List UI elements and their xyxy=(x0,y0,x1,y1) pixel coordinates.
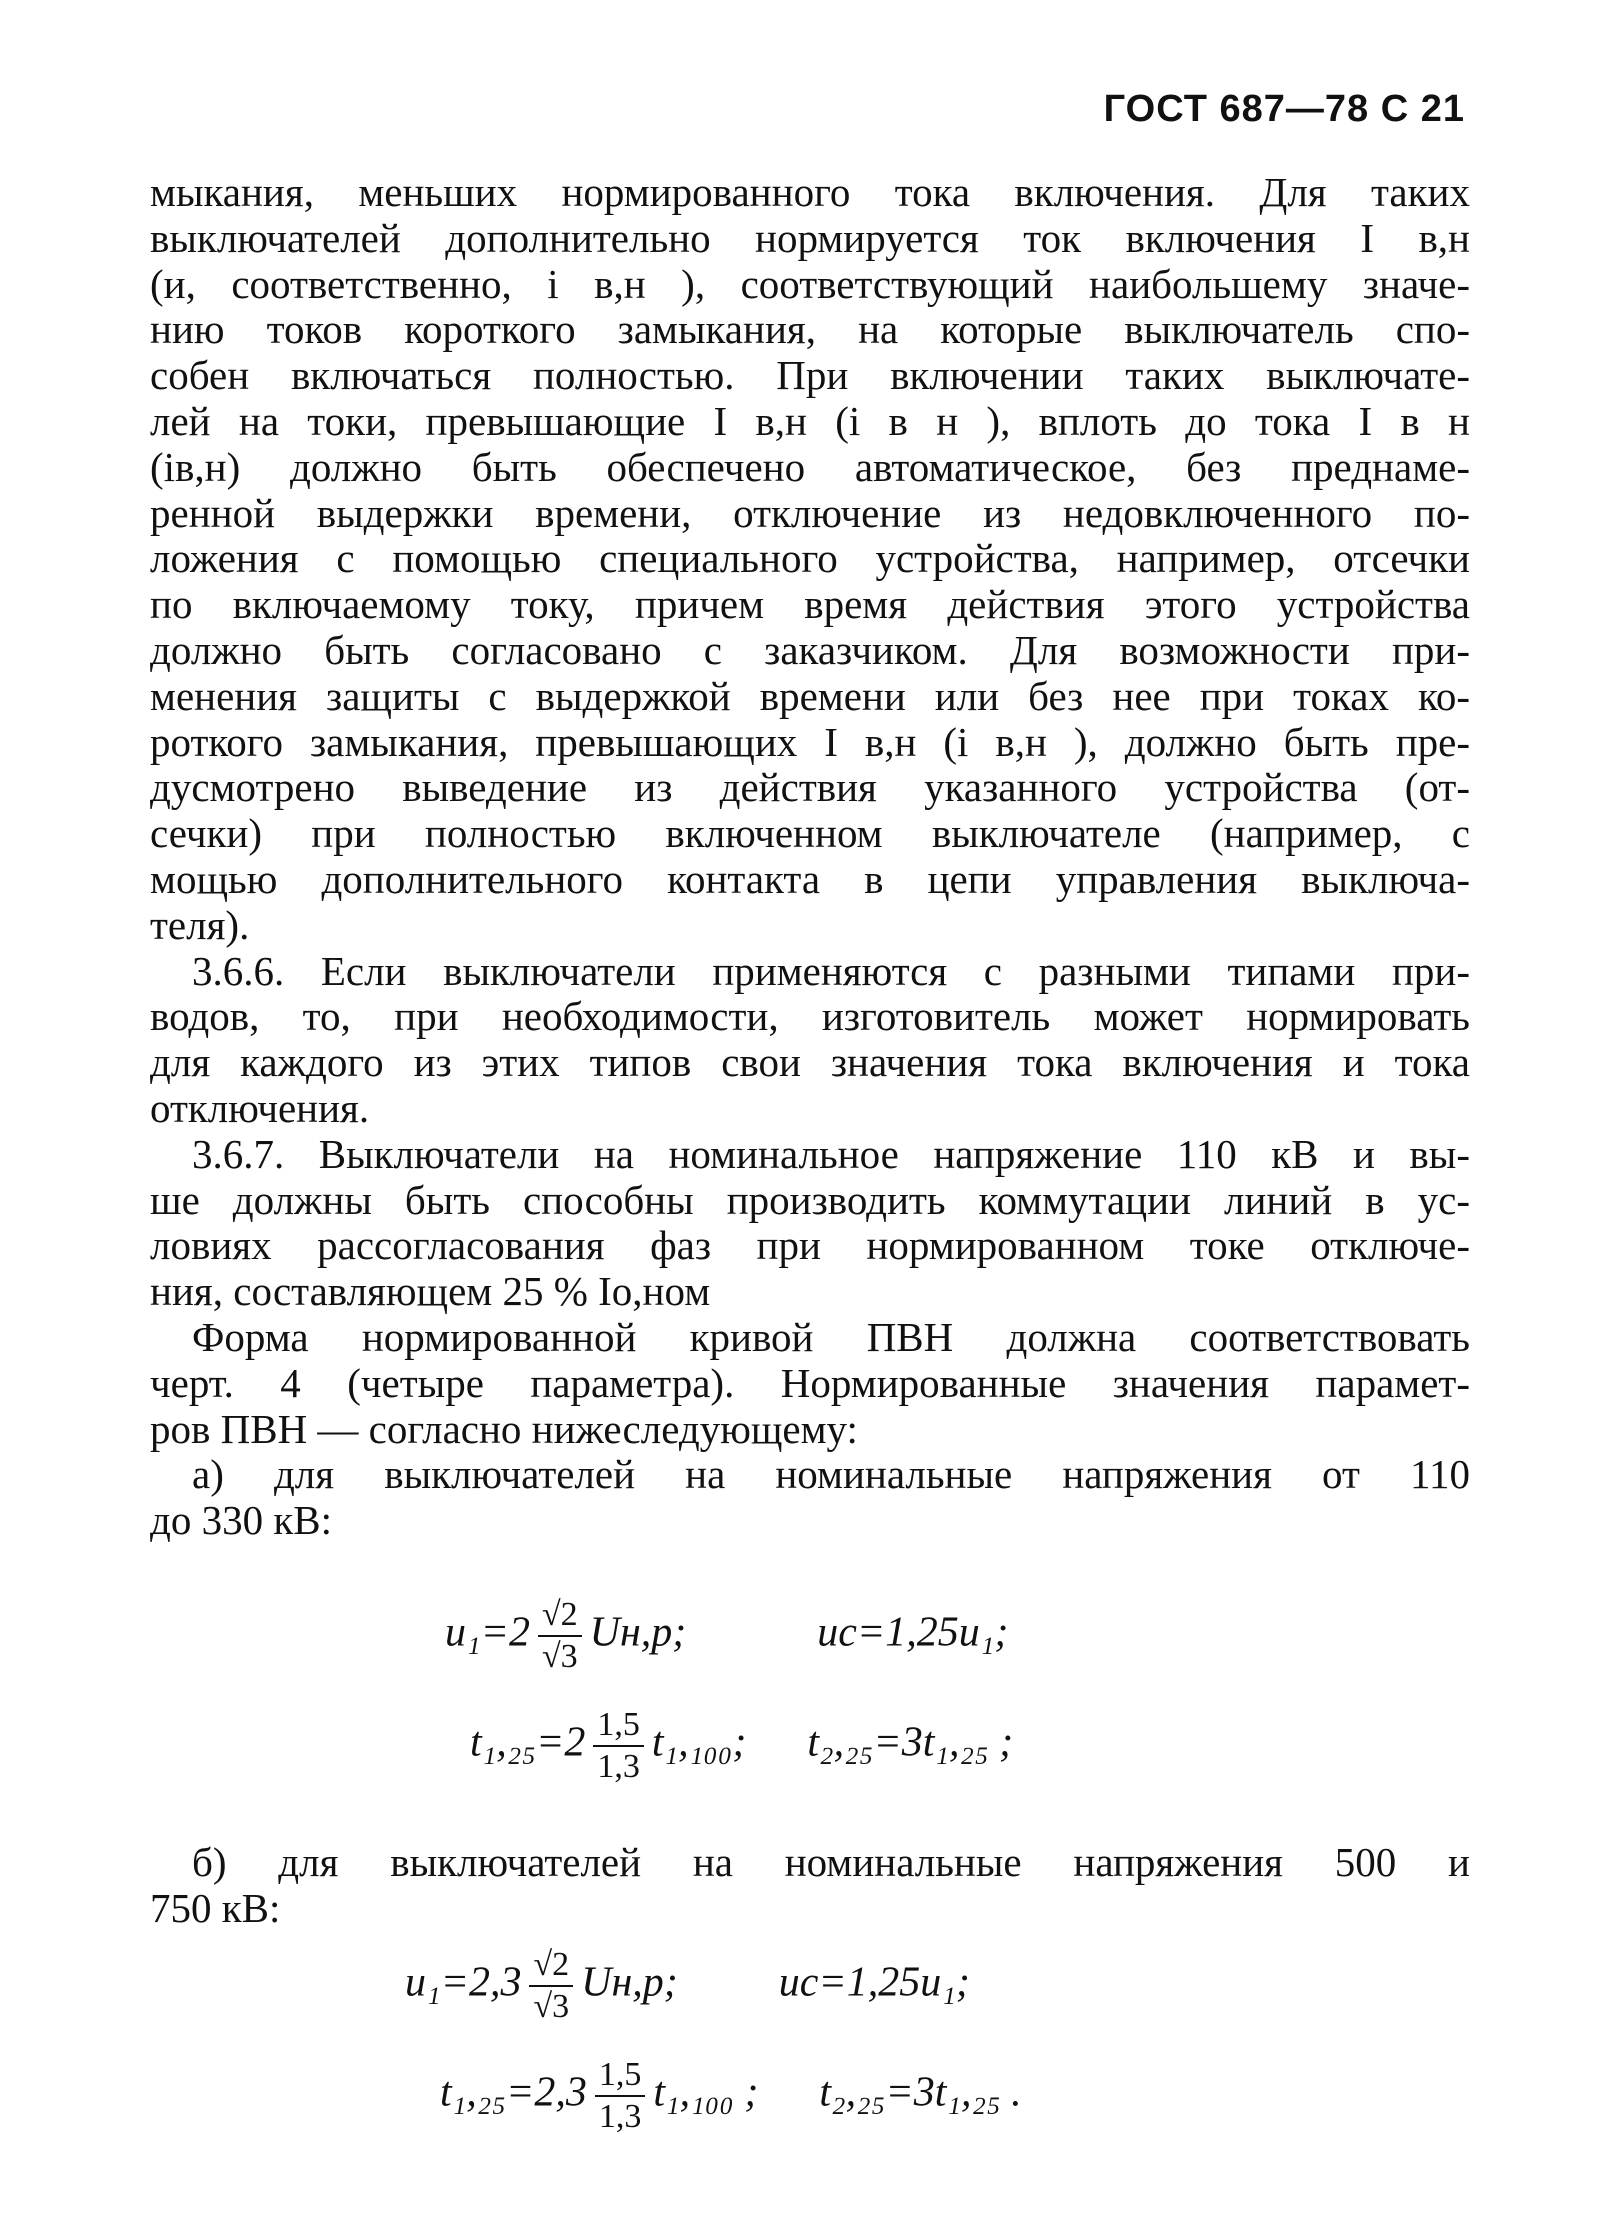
formula-term: t₁,₂₅=2 xyxy=(470,1719,586,1766)
list-item-b xyxy=(150,1840,1470,1932)
text-line: ров ПВН — согласно нижеследующему: xyxy=(150,1405,858,1452)
fraction-denominator: √3 xyxy=(533,1988,570,2025)
text-line: собен включаться полностью. При включении таких выключате- xyxy=(150,352,1470,399)
fraction xyxy=(538,1595,582,1677)
paragraph-continuation xyxy=(150,170,1470,949)
document-body xyxy=(150,170,1470,1544)
list-item-a xyxy=(150,1452,1470,1544)
text-line: ловиях рассогласования фаз при нормированном токе отключе- xyxy=(150,1222,1470,1269)
paragraph-3-6-7 xyxy=(150,1132,1470,1315)
formula-term: t₁,₂₅=2,3 xyxy=(440,2069,587,2116)
fraction-numerator: 1,5 xyxy=(595,2055,646,2097)
fraction-denominator: 1,3 xyxy=(597,1748,640,1785)
formula-term: Uн,р; xyxy=(581,1959,678,2006)
text-line: менения защиты с выдержкой времени или без нее при токах ко- xyxy=(150,672,1470,719)
paragraph-form xyxy=(150,1315,1470,1452)
text-line: 750 кВ: xyxy=(150,1884,281,1931)
text-line: для каждого из этих типов свои значения тока включения и тока xyxy=(150,1039,1470,1086)
text-line: теля). xyxy=(150,901,250,948)
text-line: водов, то, при необходимости, изготовитель может нормировать xyxy=(150,993,1470,1040)
formula-a-line-1 xyxy=(445,1595,1008,1677)
text-line: черт. 4 (четыре параметра). Нормированные значения парамет- xyxy=(150,1359,1470,1406)
formula-term: t₂,₂₅=3t₁,₂₅ ; xyxy=(807,1719,1014,1766)
text-line: сечки) при полностью включенном выключателе (например, с xyxy=(150,810,1470,857)
fraction xyxy=(529,1945,573,2027)
text-line: а) для выключателей на номинальные напряжения от 110 xyxy=(192,1451,1470,1498)
formula-term: t₁,₁₀₀; xyxy=(651,1719,747,1766)
fraction-denominator: √3 xyxy=(541,1638,578,1675)
text-line: по включаемому току, причем время действия этого устройства xyxy=(150,581,1470,628)
text-line: ше должны быть способны производить коммутации линий в ус- xyxy=(150,1176,1470,1223)
formula-term: u₁=2 xyxy=(445,1609,530,1656)
page-header: ГОСТ 687—78 С 21 xyxy=(1103,88,1465,130)
fraction-denominator: 1,3 xyxy=(598,2098,642,2135)
text-line: Форма нормированной кривой ПВН должна соответствовать xyxy=(192,1313,1470,1360)
formula-b-line-1 xyxy=(405,1945,970,2027)
text-line: мыкания, меньших нормированного тока включения. Для таких xyxy=(150,169,1470,215)
formula-term: u₁=2,3 xyxy=(405,1959,522,2006)
fraction-numerator: √2 xyxy=(529,1945,573,1987)
formula-b-line-2 xyxy=(440,2055,1022,2137)
text-line: нию токов короткого замыкания, на которые выключатель спо- xyxy=(150,306,1470,353)
formula-term: uс=1,25u₁; xyxy=(778,1959,970,2006)
text-line: 3.6.7. Выключатели на номинальное напряжение 110 кВ и вы- xyxy=(192,1130,1470,1177)
text-line: (и, соответственно, i в,н ), соответствующий наибольшему значе- xyxy=(150,260,1470,307)
text-line: 3.6.6. Если выключатели применяются с разными типами при- xyxy=(192,947,1470,994)
text-line: ренной выдержки времени, отключение из недовключенного по- xyxy=(150,489,1470,536)
formula-term: uс=1,25u₁; xyxy=(817,1609,1009,1656)
text-line: дусмотрено выведение из действия указанного устройства (от- xyxy=(150,764,1470,811)
text-line: роткого замыкания, превышающих I в,н (i в,н ), должно быть пре- xyxy=(150,718,1470,765)
formula-term: t₂,₂₅=3t₁,₂₅ . xyxy=(819,2069,1022,2116)
text-line: ложения с помощью специального устройства, например, отсечки xyxy=(150,535,1470,582)
fraction-numerator: √2 xyxy=(538,1595,582,1637)
text-line: мощью дополнительного контакта в цепи управления выключа- xyxy=(150,855,1470,902)
paragraph-3-6-6 xyxy=(150,949,1470,1132)
text-line: должно быть согласовано с заказчиком. Для возможности при- xyxy=(150,626,1470,673)
text-line: (iв,н) должно быть обеспечено автоматическое, без преднаме- xyxy=(150,443,1470,490)
fraction xyxy=(595,2055,646,2137)
text-line: лей на токи, превышающие I в,н (i в н ), вплоть до тока I в н xyxy=(150,397,1470,444)
text-line: б) для выключателей на номинальные напряжения 500 и xyxy=(192,1839,1470,1885)
formula-term: t₁,₁₀₀ ; xyxy=(653,2069,759,2116)
fraction xyxy=(593,1705,644,1787)
fraction-numerator: 1,5 xyxy=(593,1705,644,1747)
text-line: до 330 кВ: xyxy=(150,1497,333,1544)
text-line: отключения. xyxy=(150,1084,370,1131)
document-body-b xyxy=(150,1840,1470,1932)
text-line: выключателей дополнительно нормируется ток включения I в,н xyxy=(150,214,1470,261)
text-line: ния, составляющем 25 % Iо,ном xyxy=(150,1268,711,1315)
formula-a-line-2 xyxy=(470,1705,1013,1787)
formula-term: Uн,р; xyxy=(589,1609,687,1656)
